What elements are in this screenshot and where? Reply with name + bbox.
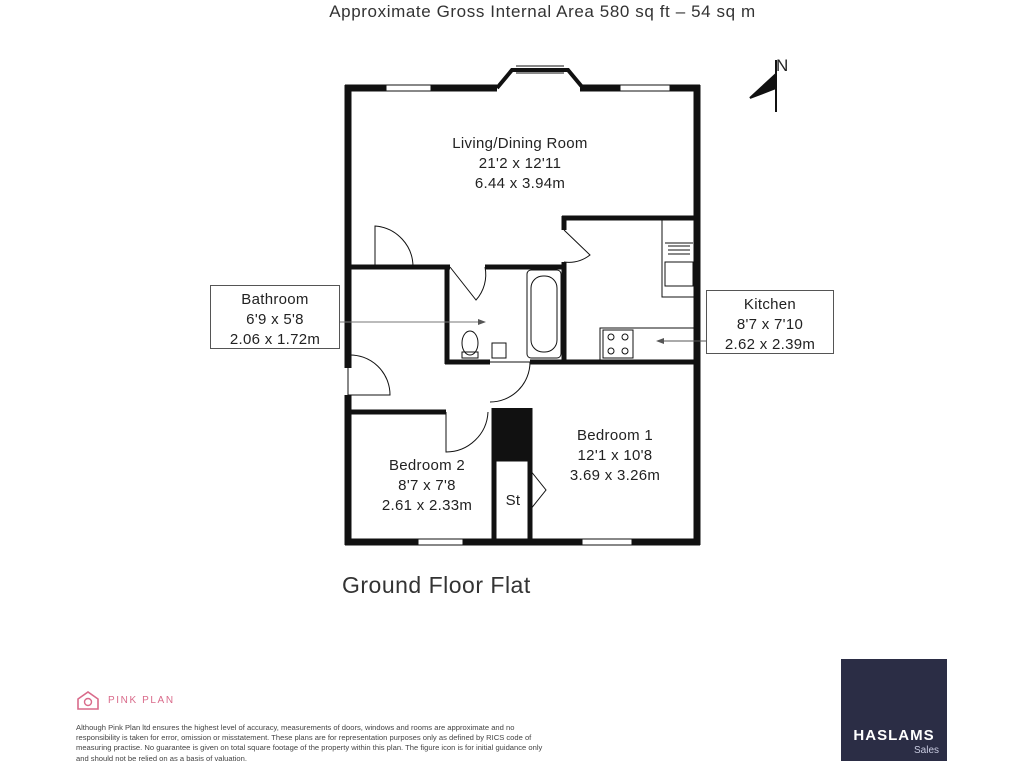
room-living: [420, 134, 620, 194]
kitchen-counter: [662, 218, 697, 297]
room-imperial: 21'2 x 12'11: [478, 155, 562, 172]
room-bedroom1: [540, 426, 690, 486]
door-kitchen: [564, 230, 590, 262]
hob: [603, 330, 633, 358]
brand-name: PINK PLAN: [108, 695, 175, 706]
door-bedroom2: [446, 412, 488, 452]
window-bed1: [582, 539, 632, 545]
room-metric: 3.69 x 3.26m: [569, 467, 661, 484]
gross-area-title: Approximate Gross Internal Area 580 sq ft – 54 sq m: [329, 2, 756, 21]
window-bed2: [418, 539, 463, 545]
room-name: Bedroom 1: [576, 427, 654, 444]
window-living-left: [386, 85, 431, 91]
room-store: [497, 491, 529, 511]
door-bedroom1: [490, 362, 530, 402]
room-imperial: 6'9 x 5'8: [246, 311, 304, 328]
floor-title: Ground Floor Flat: [342, 572, 531, 598]
pink-plan-house-icon: [76, 690, 100, 710]
room-name: Kitchen: [743, 296, 797, 313]
agency-logo: [841, 659, 947, 761]
disclaimer-text: Although Pink Plan ltd ensures the highest level of accuracy, measurements of doors, windows and rooms are approximate and no responsibility is taken for error, omission or misstatement. These plans are for representation purposes only as defined by RICS code of measuring practise. No guarantee is given on total square footage of the property within this plan. The figure icon is for initial guidance only and should not be relied on as a basis of valuation.: [76, 723, 543, 763]
room-metric: 2.06 x 1.72m: [229, 331, 321, 348]
room-name: St: [505, 492, 521, 509]
room-bedroom2: [360, 456, 494, 516]
room-metric: 6.44 x 3.94m: [474, 175, 566, 192]
room-metric: 2.61 x 2.33m: [381, 497, 473, 514]
callout-bathroom: [210, 285, 340, 349]
callout-kitchen: [706, 290, 834, 354]
agency-name: HASLAMS: [853, 727, 935, 744]
room-name: Bathroom: [241, 291, 309, 308]
room-name: Bedroom 2: [388, 457, 466, 474]
room-imperial: 8'7 x 7'8: [398, 477, 456, 494]
room-imperial: 8'7 x 7'10: [736, 316, 804, 333]
agency-sub: Sales: [913, 745, 939, 756]
window-living-right: [620, 85, 670, 91]
cupboard-solid: [494, 408, 530, 460]
sink: [665, 262, 693, 286]
room-name: Living/Dining Room: [452, 135, 588, 152]
door-bathroom: [450, 267, 486, 300]
door-entrance: [348, 355, 390, 400]
basin: [492, 343, 506, 358]
compass-label: N: [776, 56, 789, 75]
toilet: [462, 331, 478, 355]
room-metric: 2.62 x 2.39m: [724, 336, 816, 353]
room-imperial: 12'1 x 10'8: [577, 447, 653, 464]
door-living: [375, 226, 413, 267]
